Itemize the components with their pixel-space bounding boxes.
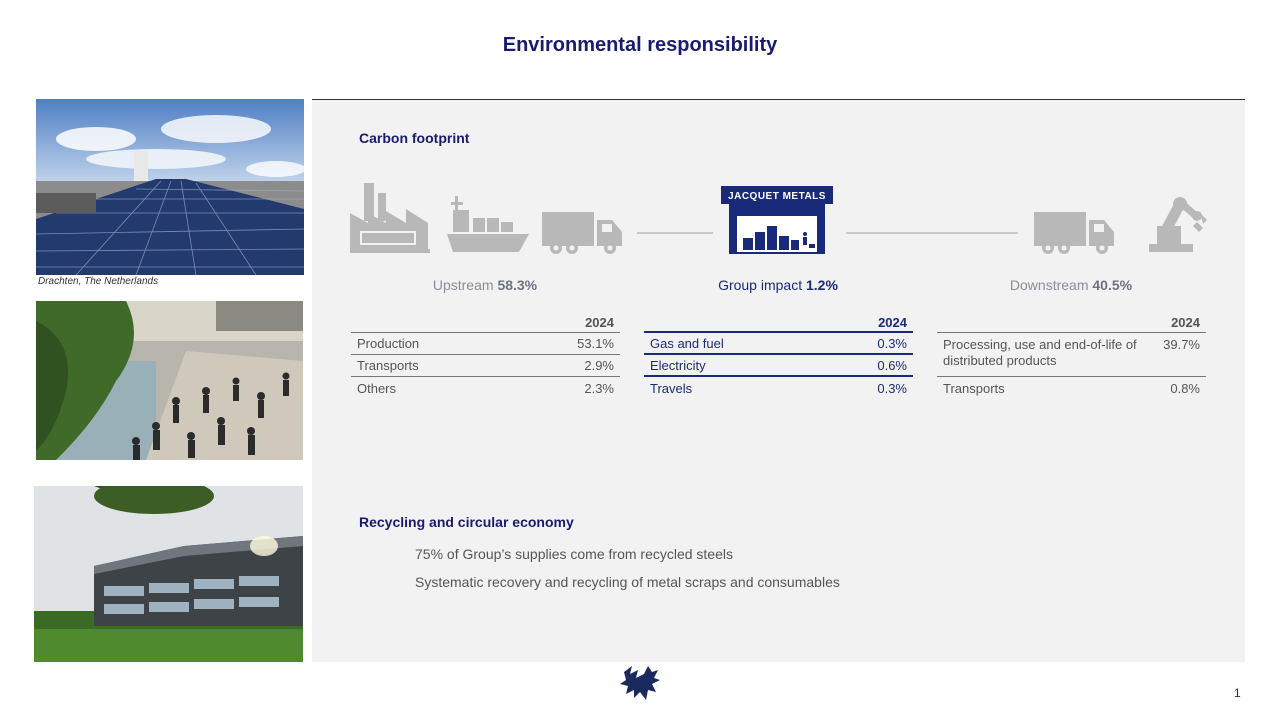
truck-downstream-icon xyxy=(1034,212,1114,259)
griffin-logo-icon xyxy=(618,662,662,707)
group-table xyxy=(644,313,913,399)
table-row: Production 53.1% xyxy=(351,333,620,355)
connector-left xyxy=(637,232,713,234)
downstream-year-header: 2024 xyxy=(937,313,1206,333)
recycling-item: Systematic recovery and recycling of metal scraps and consumables xyxy=(415,574,840,590)
carbon-footprint-heading: Carbon footprint xyxy=(359,130,470,146)
panel-top-rule xyxy=(312,99,1245,100)
office-building-photo xyxy=(34,486,303,662)
table-row: Others 2.3% xyxy=(357,380,614,396)
table-row: Travels 0.3% xyxy=(650,380,907,396)
upstream-label: Upstream 58.3% xyxy=(432,277,538,293)
group-year-header: 2024 xyxy=(644,313,913,333)
page-number: 1 xyxy=(1234,686,1241,700)
jacquet-metals-warehouse-icon xyxy=(721,186,833,259)
connector-right xyxy=(846,232,1018,234)
cargo-ship-icon xyxy=(447,196,529,259)
robot-arm-icon xyxy=(1145,196,1207,259)
upstream-year-header: 2024 xyxy=(351,313,620,333)
table-row: Transports 2.9% xyxy=(351,355,620,377)
recycling-item: 75% of Group’s supplies come from recycled steels xyxy=(415,546,733,562)
photo-caption: Drachten, The Netherlands xyxy=(38,276,159,287)
downstream-table xyxy=(937,313,1206,399)
table-row: Transports 0.8% xyxy=(943,380,1200,396)
riverside-crowd-photo xyxy=(36,301,303,460)
table-row: Electricity 0.6% xyxy=(644,355,913,377)
solar-roof-photo xyxy=(36,99,304,275)
upstream-table xyxy=(351,313,620,399)
factory-icon xyxy=(350,183,430,260)
table-row: Gas and fuel 0.3% xyxy=(644,333,913,355)
group-impact-label: Group impact 1.2% xyxy=(718,277,838,293)
downstream-label: Downstream 40.5% xyxy=(1009,277,1133,293)
recycling-heading: Recycling and circular economy xyxy=(359,514,574,530)
logo-text: JACQUET METALS xyxy=(728,191,826,202)
table-row: Processing, use and end-of-life of distributed products 39.7% xyxy=(937,333,1206,377)
page-title: Environmental responsibility xyxy=(502,34,778,56)
truck-icon xyxy=(542,212,622,259)
